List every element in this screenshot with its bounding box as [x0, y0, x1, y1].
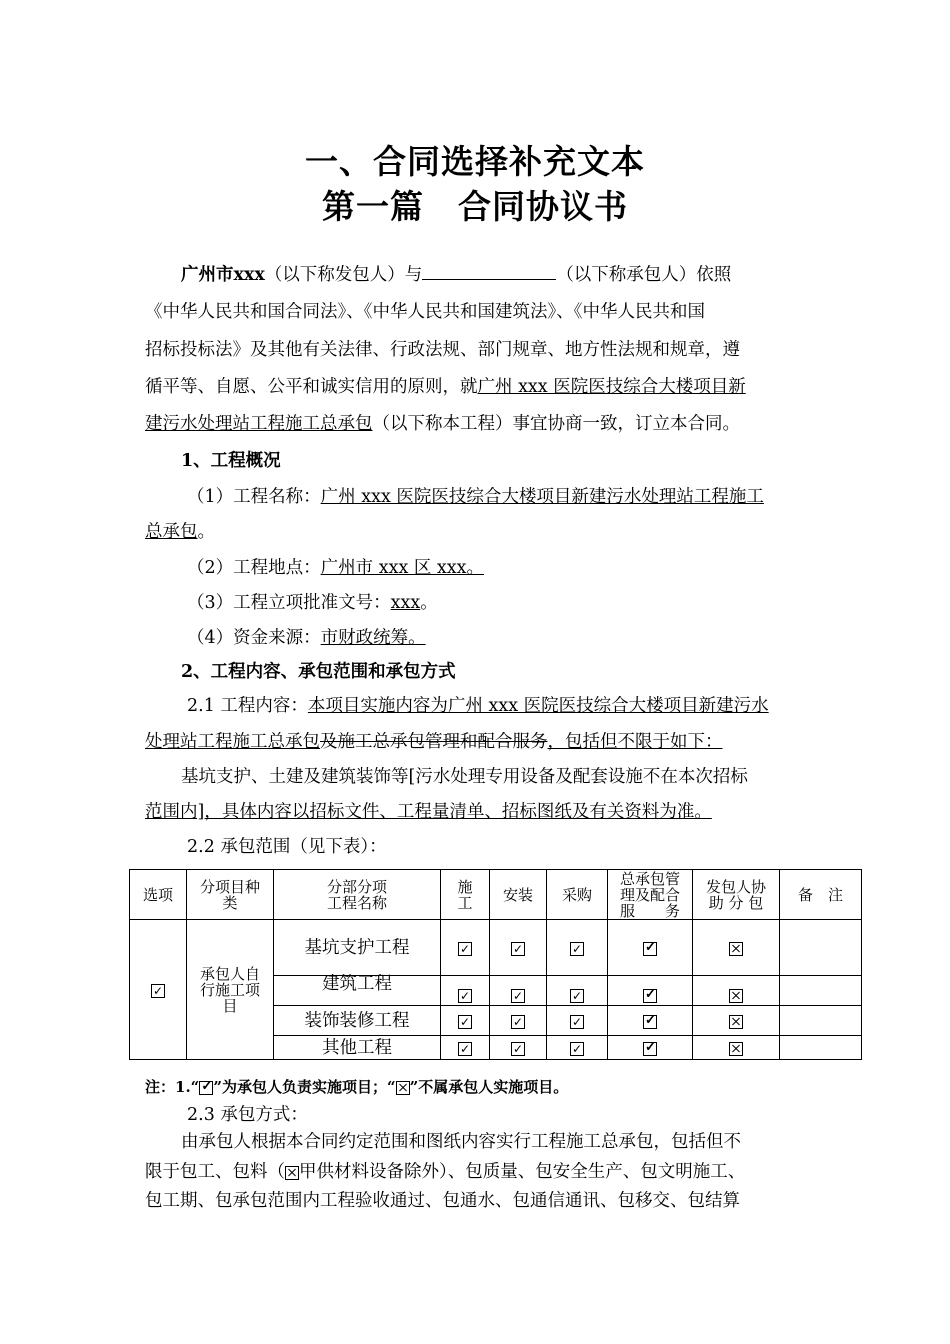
header-install: 安装 [490, 870, 547, 920]
remarks-cell [780, 1006, 862, 1036]
gc-service-checkbox[interactable] [643, 1015, 657, 1029]
check-legend-icon [199, 1081, 213, 1095]
header-purchase: 采购 [547, 870, 608, 920]
section-2-heading: 2、工程内容、承包范围和承包方式 [181, 662, 456, 682]
part-name: 建筑工程 [274, 976, 441, 1006]
remarks-cell [780, 920, 862, 976]
option-checkbox[interactable] [151, 984, 165, 998]
scope-table [129, 869, 862, 1060]
contractor-blank [422, 263, 556, 280]
method-line-1: 由承包人根据本合同约定范围和图纸内容实行工程施工总承包，包括但不 [181, 1132, 741, 1152]
table-note: 注：1.“✓ ”为承包人负责实施项目；“ ”不属承包人实施项目。 [145, 1076, 568, 1097]
content-line-2: 处理站工程施工总承包及施工总承包管理和配合服务，包括但不限于如下： [145, 732, 723, 752]
part-name: 基坑支护工程 [274, 920, 441, 976]
project-name-line-2: 总承包。 [145, 522, 215, 542]
fund-source-line: （4）资金来源：市财政统筹。 [187, 628, 426, 648]
construction-checkbox[interactable] [458, 989, 472, 1003]
remarks-cell [780, 976, 862, 1006]
purchase-checkbox[interactable] [570, 942, 584, 956]
purchase-checkbox[interactable] [570, 1015, 584, 1029]
install-checkbox[interactable] [511, 1042, 525, 1056]
table-header-row [130, 870, 862, 920]
section-1-heading: 1、工程概况 [181, 451, 281, 471]
part-name: 其他工程 [274, 1036, 441, 1060]
install-checkbox[interactable] [511, 942, 525, 956]
assist-cross-box[interactable] [729, 942, 743, 956]
install-checkbox[interactable] [511, 1015, 525, 1029]
preamble-line-2: 《中华人民共和国合同法》、《中华人民共和国建筑法》、《中华人民共和国 [145, 302, 705, 322]
cross-legend-icon [396, 1081, 410, 1095]
part-label: 第一篇 [322, 187, 424, 226]
content-line-1: 2.1 工程内容：本项目实施内容为广州 xxx 医院医技综合大楼项目新建污水 [187, 696, 769, 716]
header-part: 分部分项 工程名称 [274, 870, 441, 920]
content-line-4: 范围内]，具体内容以招标文件、工程量清单、招标图纸及有关资料为准。 [145, 802, 712, 822]
option-cell [130, 920, 187, 1060]
header-assist: 发包人协 助 分 包 [693, 870, 780, 920]
install-checkbox[interactable] [511, 989, 525, 1003]
header-remarks: 备 注 [780, 870, 862, 920]
preamble-line-5: 建污水处理站工程施工总承包（以下称本工程）事宜协商一致，订立本合同。 [145, 414, 740, 434]
assist-cross-box[interactable] [729, 989, 743, 1003]
project-name-line: （1）工程名称：广州 xxx 医院医技综合大楼项目新建污水处理站工程施工 [187, 487, 764, 507]
content-line-3: 基坑支护、土建及建筑装饰等[污水处理专用设备及配套设施不在本次招标 [181, 767, 748, 787]
header-option: 选项 [130, 870, 187, 920]
construction-checkbox[interactable] [458, 1042, 472, 1056]
gc-service-checkbox[interactable] [643, 989, 657, 1003]
assist-cross-box[interactable] [729, 1015, 743, 1029]
construction-checkbox[interactable] [458, 1015, 472, 1029]
document-subtitle [0, 181, 950, 228]
method-line-2: 限于包工、包料（ 甲供材料设备除外）、包质量、包安全生产、包文明施工、 [145, 1162, 746, 1182]
gc-service-checkbox[interactable] [643, 1042, 657, 1056]
method-line-3: 包工期、包承包范围内工程验收通过、包通水、包通信通讯、包移交、包结算 [145, 1191, 740, 1211]
assist-cross-box[interactable] [729, 1042, 743, 1056]
purchase-checkbox[interactable] [570, 989, 584, 1003]
project-site-line: （2）工程地点：广州市 xxx 区 xxx。 [187, 558, 485, 578]
supplied-material-cross-box[interactable] [285, 1166, 299, 1180]
preamble-line-4: 循平等、自愿、公平和诚实信用的原则，就广州 xxx 医院医技综合大楼项目新 [145, 377, 746, 397]
purchase-checkbox[interactable] [570, 1042, 584, 1056]
approval-number-line: （3）工程立项批准文号：xxx。 [187, 593, 438, 613]
construction-checkbox[interactable] [458, 942, 472, 956]
remarks-cell [780, 1036, 862, 1060]
method-label: 2.3 承包方式： [187, 1105, 308, 1125]
part-name: 装饰装修工程 [274, 1006, 441, 1036]
header-gc-service: 总承包管 理及配合 服 务 [608, 870, 693, 920]
header-construction: 施 工 [441, 870, 490, 920]
part-title: 合同协议书 [458, 187, 628, 226]
preamble-line-3: 招标投标法》及其他有关法律、行政法规、部门规章、地方性法规和规章，遵 [145, 340, 740, 360]
preamble-line-1: 广州市xxx（以下称发包人）与 （以下称承包人）依照 [181, 265, 732, 285]
table-row [130, 920, 862, 976]
scope-label: 2.2 承包范围（见下表）： [187, 837, 387, 857]
group-cell: 承包人自 行施工项 目 [187, 920, 274, 1060]
gc-service-checkbox[interactable] [643, 942, 657, 956]
header-type: 分项目种 类 [187, 870, 274, 920]
document-title: 一、合同选择补充文本 [305, 142, 645, 181]
